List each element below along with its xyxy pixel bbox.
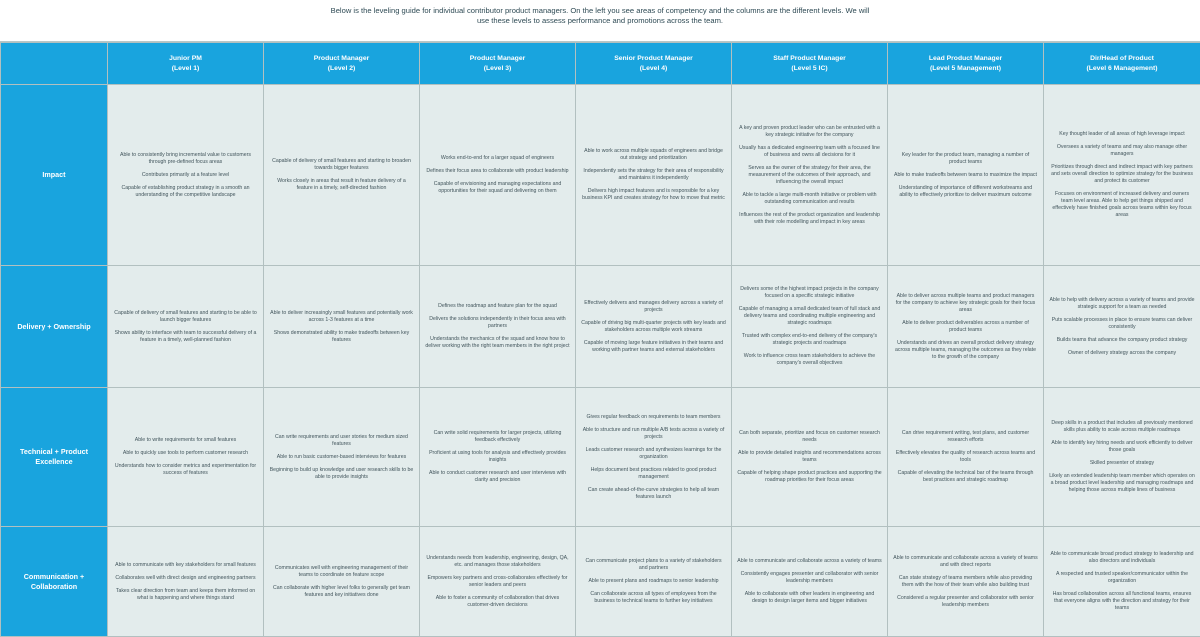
description-item: Understands the mechanics of the squad and know how to deliver working with the right team members in the right project bbox=[425, 336, 570, 350]
description-item: Able to write requirements for small features bbox=[113, 437, 258, 444]
description-item: Able to communicate and collaborate across a variety of teams bbox=[737, 558, 882, 565]
level-description-cell bbox=[108, 527, 264, 637]
description-item: Communicates well with engineering management of their teams to coordinate on feature scope bbox=[269, 565, 414, 579]
level-description-cell bbox=[732, 388, 888, 527]
description-item: Contributes primarily at a feature level bbox=[113, 172, 258, 179]
level-description-cell bbox=[576, 527, 732, 637]
description-item: Gives regular feedback on requirements to team members bbox=[581, 414, 726, 421]
description-item: Able to make tradeoffs between teams to maximize the impact bbox=[893, 172, 1038, 179]
level-subtitle: (Level 5 Management) bbox=[930, 65, 1001, 72]
description-item: Able to provide detailed insights and recommendations across teams bbox=[737, 450, 882, 464]
description-item: Able to collaborate with other leaders in engineering and design to design larger items and bigger initiatives bbox=[737, 591, 882, 605]
competency-label: Communication + Collaboration bbox=[1, 527, 108, 637]
level-description-cell bbox=[576, 266, 732, 388]
level-header bbox=[420, 43, 576, 85]
description-item: Capable of establishing product strategy in a smooth an understanding of the competitive landscape bbox=[113, 185, 258, 199]
description-item: Puts scalable processes in place to ensure teams can deliver consistently bbox=[1049, 317, 1195, 331]
description-item: Considered a regular presenter and collaborator with senior leadership members bbox=[893, 595, 1038, 609]
level-description-cell bbox=[888, 85, 1044, 266]
level-description-cell bbox=[888, 527, 1044, 637]
description-item: Can write requirements and user stories for medium sized features bbox=[269, 434, 414, 448]
description-item: Able to present plans and roadmaps to senior leadership bbox=[581, 578, 726, 585]
leveling-matrix bbox=[0, 42, 1200, 637]
description-item: Collaborates well with direct design and engineering partners bbox=[113, 575, 258, 582]
description-item: Capable of moving large feature initiatives in their teams and working with partner teams and external stakeholders bbox=[581, 340, 726, 354]
competency-row bbox=[1, 388, 1200, 527]
description-item: Able to communicate with key stakeholders for small features bbox=[113, 562, 258, 569]
description-item: Able to communicate broad product strategy to leadership and also directors and individuals bbox=[1049, 551, 1195, 565]
description-item: Effectively elevates the quality of research across teams and tools bbox=[893, 450, 1038, 464]
description-item: Can drive requirement writing, test plans, and customer research efforts bbox=[893, 430, 1038, 444]
description-item: Defines the roadmap and feature plan for the squad bbox=[425, 303, 570, 310]
description-item: Able to deliver product deliverables across a number of product teams bbox=[893, 320, 1038, 334]
description-item: Delivers high impact features and is responsible for a key business KPI and creates strategy for how to move that metric bbox=[581, 188, 726, 202]
description-item: Shows demonstrated ability to make tradeoffs between key features bbox=[269, 330, 414, 344]
description-item: Proficient at using tools for analysis and effectively provides insights bbox=[425, 450, 570, 464]
description-item: Capable of helping shape product practices and supporting the roadmap priorities for their focus areas bbox=[737, 470, 882, 484]
description-item: Work to influence cross team stakeholders to achieve the company's overall objectives bbox=[737, 353, 882, 367]
description-item: Consistently engages presenter and collaborator with senior leadership members bbox=[737, 571, 882, 585]
description-item: Able to consistently bring incremental value to customers through pre-defined focus areas bbox=[113, 152, 258, 166]
description-item: Effectively delivers and manages delivery across a variety of projects bbox=[581, 300, 726, 314]
description-item: Understands how to consider metrics and experimentation for success of features bbox=[113, 463, 258, 477]
level-title: Junior PM bbox=[169, 55, 202, 62]
description-item: Defines their focus area to collaborate with product leadership bbox=[425, 168, 570, 175]
level-header bbox=[576, 43, 732, 85]
description-item: Likely an extended leadership team member which operates on a broad product level leadership and managing roadmaps and helping those across multiple lines of business bbox=[1049, 473, 1195, 494]
description-item: Delivers some of the highest impact projects in the company focused on a specific strategic initiative bbox=[737, 286, 882, 300]
level-header bbox=[888, 43, 1044, 85]
level-description-cell bbox=[888, 266, 1044, 388]
description-item: Skilled presenter of strategy bbox=[1049, 460, 1195, 467]
description-item: A respected and trusted speaker/communicator within the organization bbox=[1049, 571, 1195, 585]
competency-row bbox=[1, 527, 1200, 637]
description-item: Key thought leader of all areas of high leverage impact bbox=[1049, 131, 1195, 138]
description-item: Focuses on environment of increased delivery and owners team level areas. Able to help get things shipped and effectively have finished goals across teams within key focus areas bbox=[1049, 191, 1195, 219]
description-item: Empowers key partners and cross-collaborates effectively for senior leaders and peers bbox=[425, 575, 570, 589]
description-item: Owner of delivery strategy across the company bbox=[1049, 350, 1195, 357]
description-item: Capable of envisioning and managing expectations and opportunities for their squad and delivering on them bbox=[425, 181, 570, 195]
level-description-cell bbox=[108, 85, 264, 266]
level-description-cell bbox=[108, 266, 264, 388]
description-item: Works closely in areas that result in feature delivery of a feature in a timely, self-directed fashion bbox=[269, 178, 414, 192]
description-item: Able to conduct customer research and user interviews with clarity and precision bbox=[425, 470, 570, 484]
description-item: Understanding of importance of different workstreams and ability to effectively prioritize to deliver maximum outcome bbox=[893, 185, 1038, 199]
level-subtitle: (Level 6 Management) bbox=[1086, 65, 1157, 72]
description-item: Influences the rest of the product organization and leadership with their role modelling and impact in key areas bbox=[737, 212, 882, 226]
competency-label: Impact bbox=[1, 85, 108, 266]
level-description-cell bbox=[264, 388, 420, 527]
level-description-cell bbox=[732, 266, 888, 388]
description-item: Understands needs from leadership, engineering, design, QA, etc. and manages those stakeholders bbox=[425, 555, 570, 569]
corner-cell bbox=[1, 43, 108, 85]
description-item: Able to deliver increasingly small features and potentially work across 1-3 features at a time bbox=[269, 310, 414, 324]
description-item: Delivers the solutions independently in their focus area with partners bbox=[425, 316, 570, 330]
level-title: Senior Product Manager bbox=[614, 55, 693, 62]
level-subtitle: (Level 3) bbox=[484, 65, 512, 72]
description-item: Capable of delivery of small features and starting to be able to launch bigger features bbox=[113, 310, 258, 324]
description-item: Usually has a dedicated engineering team with a focused line of business and owns all decisions for it bbox=[737, 145, 882, 159]
level-header bbox=[264, 43, 420, 85]
description-item: Can communicate project plans to a variety of stakeholders and partners bbox=[581, 558, 726, 572]
description-item: Works end-to-end for a larger squad of engineers bbox=[425, 155, 570, 162]
description-item: Can collaborate with higher level folks to generally get team features and key initiatives done bbox=[269, 585, 414, 599]
competency-row bbox=[1, 266, 1200, 388]
level-title: Lead Product Manager bbox=[929, 55, 1002, 62]
description-item: Able to quickly use tools to perform customer research bbox=[113, 450, 258, 457]
description-item: Has broad collaboration across all functional teams, ensures that everyone aligns with the direction and strategy for their teams bbox=[1049, 591, 1195, 612]
description-item: Helps document best practices related to good product management bbox=[581, 467, 726, 481]
description-item: Capable of driving big multi-quarter projects with key leads and stakeholders across multiple work streams bbox=[581, 320, 726, 334]
level-description-cell bbox=[888, 388, 1044, 527]
level-description-cell bbox=[1044, 266, 1200, 388]
description-item: Able to structure and run multiple A/B tests across a variety of projects bbox=[581, 427, 726, 441]
competency-label: Delivery + Ownership bbox=[1, 266, 108, 388]
level-description-cell bbox=[420, 85, 576, 266]
level-subtitle: (Level 4) bbox=[640, 65, 668, 72]
level-title: Product Manager bbox=[314, 55, 370, 62]
description-item: Independently sets the strategy for their area of responsibility and maintains it independently bbox=[581, 168, 726, 182]
level-description-cell bbox=[264, 266, 420, 388]
description-item: Able to run basic customer-based interviews for features bbox=[269, 454, 414, 461]
level-header bbox=[108, 43, 264, 85]
level-description-cell bbox=[1044, 85, 1200, 266]
description-item: Understands and drives an overall product delivery strategy across multiple teams, managing the outcomes as they relate to the growth of the company bbox=[893, 340, 1038, 361]
description-item: Able to deliver across multiple teams and product managers for the company to achieve key strategic goals for their focus areas bbox=[893, 293, 1038, 314]
description-item: Trusted with complex end-to-end delivery of the company's strategic projects and roadmaps bbox=[737, 333, 882, 347]
level-title: Dir/Head of Product bbox=[1090, 55, 1154, 62]
description-item: Can collaborate across all types of employees from the business to technical teams to further key initiatives bbox=[581, 591, 726, 605]
description-item: Can create ahead-of-the-curve strategies to help all team features launch bbox=[581, 487, 726, 501]
level-description-cell bbox=[420, 388, 576, 527]
intro-text: Below is the leveling guide for individual contributor product managers. On the left you see areas of competency and the columns are the different levels. We will use these levels to assess performance and promotions across the team. bbox=[0, 0, 1200, 42]
description-item: Builds teams that advance the company product strategy bbox=[1049, 337, 1195, 344]
level-description-cell bbox=[264, 85, 420, 266]
description-item: Takes clear direction from team and keeps them informed on what is happening and where things stand bbox=[113, 588, 258, 602]
level-description-cell bbox=[1044, 388, 1200, 527]
level-header bbox=[732, 43, 888, 85]
level-subtitle: (Level 1) bbox=[172, 65, 200, 72]
level-description-cell bbox=[576, 388, 732, 527]
description-item: A key and proven product leader who can be entrusted with a key strategic initiative for the company bbox=[737, 125, 882, 139]
level-description-cell bbox=[732, 85, 888, 266]
level-description-cell bbox=[264, 527, 420, 637]
level-description-cell bbox=[420, 527, 576, 637]
level-subtitle: (Level 2) bbox=[328, 65, 356, 72]
description-item: Beginning to build up knowledge and user research skills to be able to provide insights bbox=[269, 467, 414, 481]
description-item: Oversees a variety of teams and may also manage other managers bbox=[1049, 144, 1195, 158]
level-description-cell bbox=[576, 85, 732, 266]
level-subtitle: (Level 5 IC) bbox=[791, 65, 827, 72]
level-title: Product Manager bbox=[470, 55, 526, 62]
description-item: Able to foster a community of collaboration that drives customer-driven decisions bbox=[425, 595, 570, 609]
description-item: Able to identify key hiring needs and work efficiently to deliver those goals bbox=[1049, 440, 1195, 454]
description-item: Serves as the owner of the strategy for their area, the measurement of the outcomes of their approach, and influencing the overall impact bbox=[737, 165, 882, 186]
description-item: Capable of delivery of small features and starting to broaden towards bigger features bbox=[269, 158, 414, 172]
description-item: Able to communicate and collaborate across a variety of teams and with direct reports bbox=[893, 555, 1038, 569]
description-item: Able to tackle a large multi-month initiative or problem with outstanding communication and results bbox=[737, 192, 882, 206]
level-description-cell bbox=[420, 266, 576, 388]
header-row bbox=[1, 43, 1200, 85]
description-item: Capable of managing a small dedicated team of full stack and delivery teams and coordinating multiple engineering and strategic roadmaps bbox=[737, 306, 882, 327]
description-item: Able to work across multiple squads of engineers and bridge out strategy and prioritization bbox=[581, 148, 726, 162]
description-item: Capable of elevating the technical bar of the teams through best practices and strategic roadmap bbox=[893, 470, 1038, 484]
level-description-cell bbox=[1044, 527, 1200, 637]
description-item: Leads customer research and synthesizes learnings for the organization bbox=[581, 447, 726, 461]
level-description-cell bbox=[108, 388, 264, 527]
description-item: Prioritizes through direct and indirect impact with key partners and sets overall direction to optimize strategy for the business and protect its customer bbox=[1049, 164, 1195, 185]
description-item: Shows ability to interface with team to successful delivery of a feature in a timely, well-planned fashion bbox=[113, 330, 258, 344]
description-item: Able to help with delivery across a variety of teams and provide strategic support for a team as needed bbox=[1049, 297, 1195, 311]
description-item: Deep skills in a product that includes all previously mentioned skills plus ability to scale across multiple roadmaps bbox=[1049, 420, 1195, 434]
level-header bbox=[1044, 43, 1200, 85]
level-description-cell bbox=[732, 527, 888, 637]
description-item: Can both separate, prioritize and focus on customer research needs bbox=[737, 430, 882, 444]
description-item: Key leader for the product team, managing a number of product teams bbox=[893, 152, 1038, 166]
description-item: Can write solid requirements for larger projects, utilizing feedback effectively bbox=[425, 430, 570, 444]
competency-label: Technical + Product Excellence bbox=[1, 388, 108, 527]
description-item: Can state strategy of teams members while also providing them with the how of their team while also building trust bbox=[893, 575, 1038, 589]
competency-row bbox=[1, 85, 1200, 266]
level-title: Staff Product Manager bbox=[773, 55, 846, 62]
